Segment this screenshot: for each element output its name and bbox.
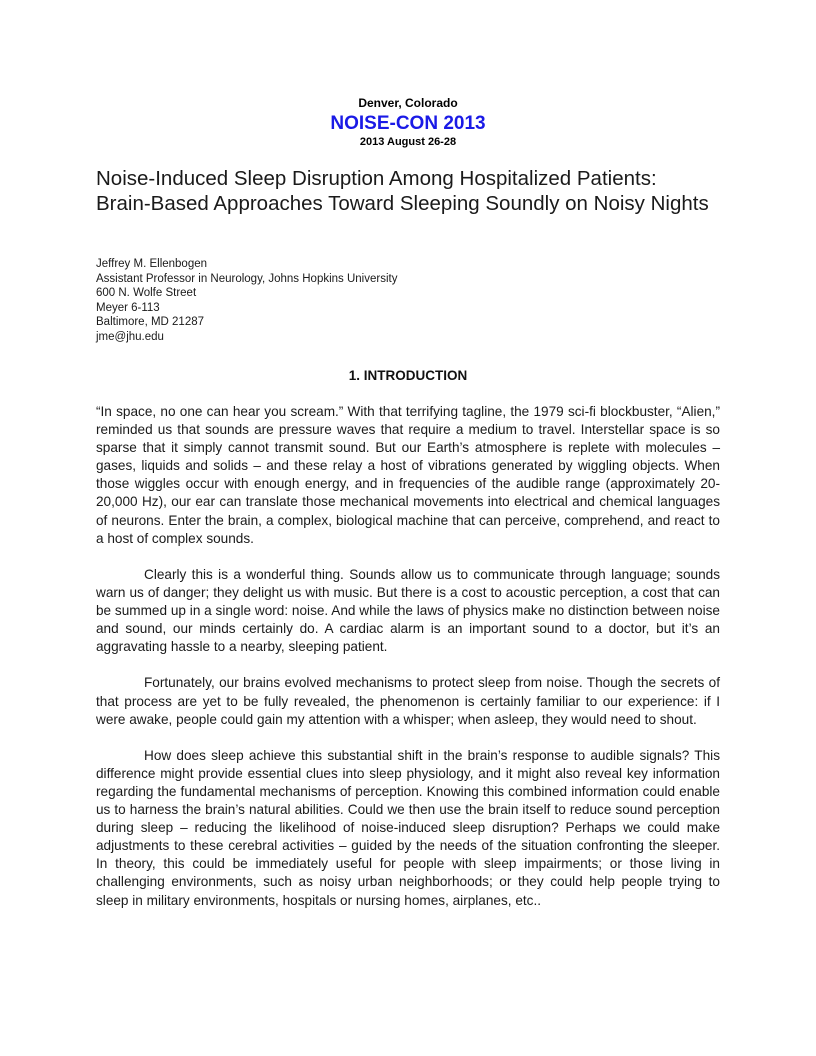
author-block — [96, 257, 397, 345]
author-email: jme@jhu.edu — [96, 330, 164, 343]
paragraph: “In space, no one can hear you scream.” With that terrifying tagline, the 1979 sci-fi blockbuster, “Alien,” reminded us that sounds are pressure waves that require a medium to travel. Interstellar space is so sparse that it simply cannot transmit sound. But our Earth’s atmosphere is replete with molecules – gases, liquids and solids – and these relay a host of vibrations generated by wiggling objects. When those wiggles occur with enough energy, and in frequencies of the audible range (approximately 20-20,000 Hz), our ear can translate those mechanical movements into electrical and chemical languages of neurons. Enter the brain, a complex, biological machine that can perceive, comprehend, and react to a host of complex sounds. — [96, 404, 720, 546]
author-building: Meyer 6-113 — [96, 301, 160, 314]
paragraph: Clearly this is a wonderful thing. Sounds allow us to communicate through language; sounds warn us of danger; they delight us with music. But there is a cost to acoustic perception, a cost that can be summed up in a single word: noise. And while the laws of physics make no distinction between noise and sound, our minds certainly do. A cardiac alarm is an important sound to a doctor, but it’s an aggravating hassle to a nearby, sleeping patient. — [96, 566, 720, 655]
author-street: 600 N. Wolfe Street — [96, 287, 197, 300]
conference-dates: 2013 August 26-28 — [359, 136, 457, 148]
conference-location: Denver, Colorado — [358, 96, 458, 110]
author-position: Assistant Professor in Neurology, Johns Hopkins University — [96, 272, 398, 285]
section-heading: 1. INTRODUCTION — [348, 368, 468, 383]
author-name: Jeffrey M. Ellenbogen — [96, 258, 208, 270]
section-body — [96, 403, 720, 928]
conference-name: NOISE-CON 2013 — [330, 113, 486, 134]
paragraph: Fortunately, our brains evolved mechanisms to protect sleep from noise. Though the secrets of that process are yet to be fully revealed, the phenomenon is certainly familiar to our experience: if I were awake, people could gain my attention with a whisper; when asleep, they would need to shout. — [96, 675, 720, 727]
paper-title: Noise-Induced Sleep Disruption Among Hospitalized Patients: Brain-Based Approaches Toward Sleeping Soundly on Noisy Nights — [96, 167, 709, 215]
author-city: Baltimore, MD 21287 — [96, 316, 205, 329]
paragraph: How does sleep achieve this substantial shift in the brain’s response to audible signals? This difference might provide essential clues into sleep physiology, and it might also reveal key information regarding the fundamental mechanisms of perception. Knowing this combined information could enable us to harness the brain’s natural abilities. Could we then use the brain itself to reduce sound perception during sleep – reducing the likelihood of noise-induced sleep disruption? Perhaps we could make adjustments to these cerebral activities – guided by the needs of the situation confronting the sleeper. In theory, this could be immediately useful for people with sleep impairments; or those living in challenging environments, such as noisy urban neighborhoods; or they could help people trying to sleep in military environments, hospitals or nursing homes, airplanes, etc.. — [96, 747, 720, 908]
